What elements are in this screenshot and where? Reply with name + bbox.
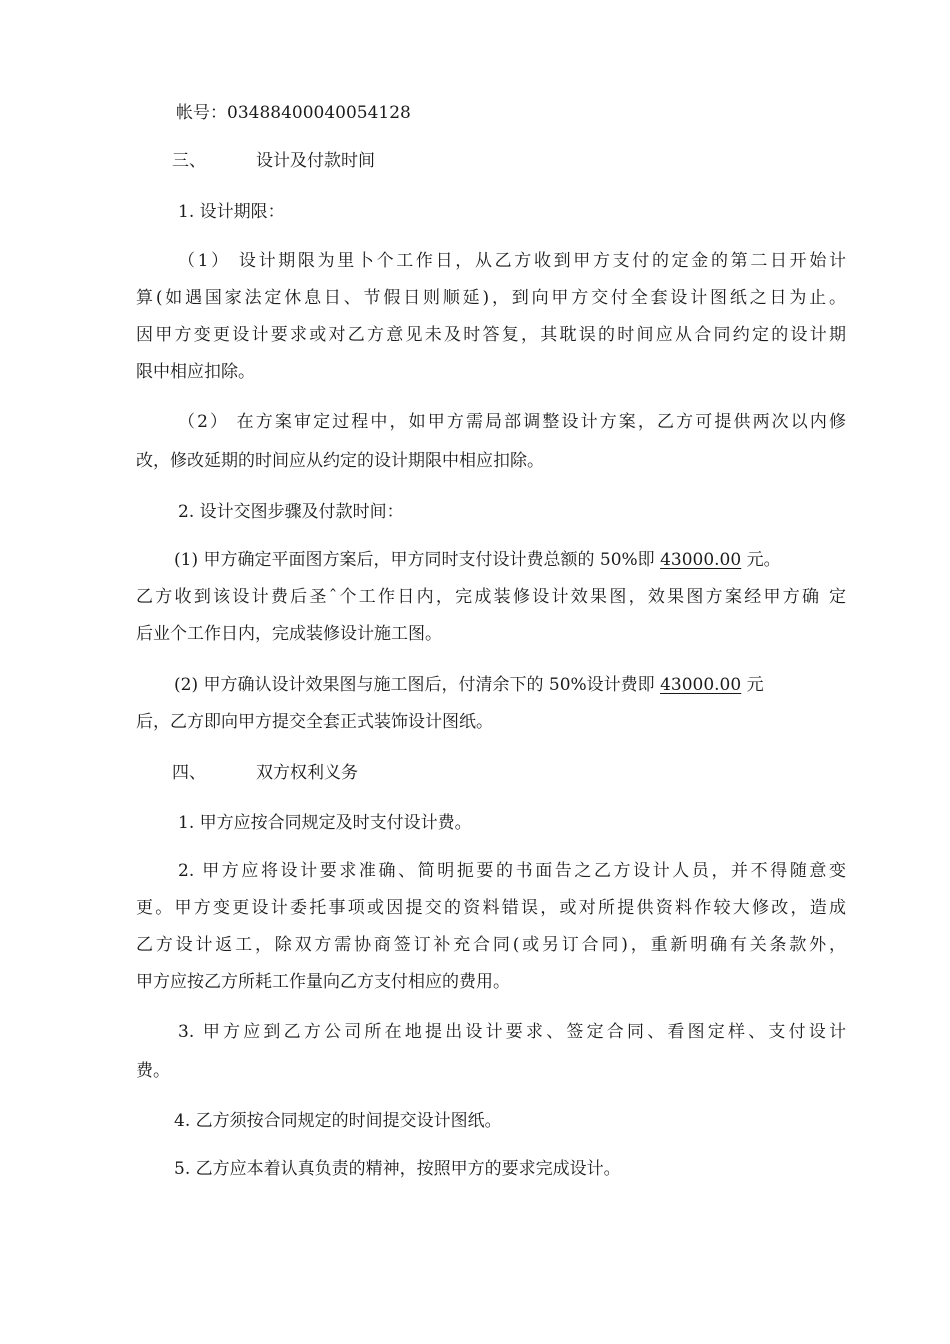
item1-p2-line1: （2） 在方案审定过程中，如甲方需局部调整设计方案，乙方可提供两次以内修 bbox=[178, 412, 846, 432]
item1-p1-line4: 限中相应扣除。 bbox=[136, 362, 255, 382]
item1-p2-line2: 改，修改延期的时间应从约定的设计期限中相应扣除。 bbox=[136, 451, 544, 471]
item2-p2-amount: 43000.00 bbox=[660, 675, 742, 695]
s4-item4: 4. 乙方须按合同规定的时间提交设计图纸。 bbox=[174, 1111, 502, 1131]
account-number: 03488400040054128 bbox=[227, 103, 411, 123]
section3-number: 三、 bbox=[172, 151, 206, 171]
item2-p1-amount: 43000.00 bbox=[660, 550, 742, 570]
s4-item2-line3: 乙方设计返工，除双方需协商签订补充合同(或另订合同)，重新明确有关条款外， bbox=[136, 935, 846, 955]
item1-p1-line1: （1） 设计期限为里卜个工作日，从乙方收到甲方支付的定金的第二日开始计 bbox=[178, 251, 846, 271]
item2-p2-suffix: 元 bbox=[741, 675, 764, 695]
account-label: 帐号： bbox=[176, 103, 227, 123]
item2-title: 2. 设计交图步骤及付款时间： bbox=[178, 502, 404, 522]
item2-p2-line2: 后，乙方即向甲方提交全套正式装饰设计图纸。 bbox=[136, 712, 493, 732]
s4-item2-line2: 更。甲方变更设计委托事项或因提交的资料错误，或对所提供资料作较大修改，造成 bbox=[136, 898, 846, 918]
section4-number: 四、 bbox=[172, 763, 206, 783]
s4-item2-line1: 2. 甲方应将设计要求准确、简明扼要的书面告之乙方设计人员，并不得随意变 bbox=[178, 861, 846, 881]
item1-p1-line2: 算(如遇国家法定休息日、节假日则顺延)，到向甲方交付全套设计图纸之日为止。 bbox=[136, 288, 846, 308]
s4-item5: 5. 乙方应本着认真负责的精神，按照甲方的要求完成设计。 bbox=[174, 1159, 621, 1179]
section3-heading bbox=[172, 149, 886, 173]
item2-p2-text: (2) 甲方确认设计效果图与施工图后，付清余下的 50%设计费即 bbox=[174, 675, 661, 695]
item1-title: 1. 设计期限： bbox=[178, 202, 285, 222]
item2-p1-suffix: 元。 bbox=[741, 550, 781, 570]
section4-title: 双方权利义务 bbox=[256, 763, 358, 783]
item2-p1-line3: 后业个工作日内，完成装修设计施工图。 bbox=[136, 624, 442, 644]
item2-p1-text: (1) 甲方确定平面图方案后，甲方同时支付设计费总额的 50%即 bbox=[174, 550, 661, 570]
s4-item1: 1. 甲方应按合同规定及时支付设计费。 bbox=[178, 813, 472, 833]
account-line bbox=[176, 101, 890, 125]
item2-p1-line1 bbox=[174, 548, 888, 572]
item1-p1-line3: 因甲方变更设计要求或对乙方意见未及时答复，其耽误的时间应从合同约定的设计期 bbox=[136, 325, 846, 345]
s4-item3-line2: 费。 bbox=[136, 1061, 170, 1081]
section3-title: 设计及付款时间 bbox=[256, 151, 375, 171]
section4-heading bbox=[172, 761, 886, 785]
s4-item2-line4: 甲方应按乙方所耗工作量向乙方支付相应的费用。 bbox=[136, 972, 510, 992]
item2-p2-line1 bbox=[174, 673, 888, 697]
item2-p1-line2: 乙方收到该设计费后圣ˆ个工作日内，完成装修设计效果图，效果图方案经甲方确 定 bbox=[136, 587, 846, 607]
s4-item3-line1: 3. 甲方应到乙方公司所在地提出设计要求、签定合同、看图定样、支付设计 bbox=[178, 1022, 846, 1042]
